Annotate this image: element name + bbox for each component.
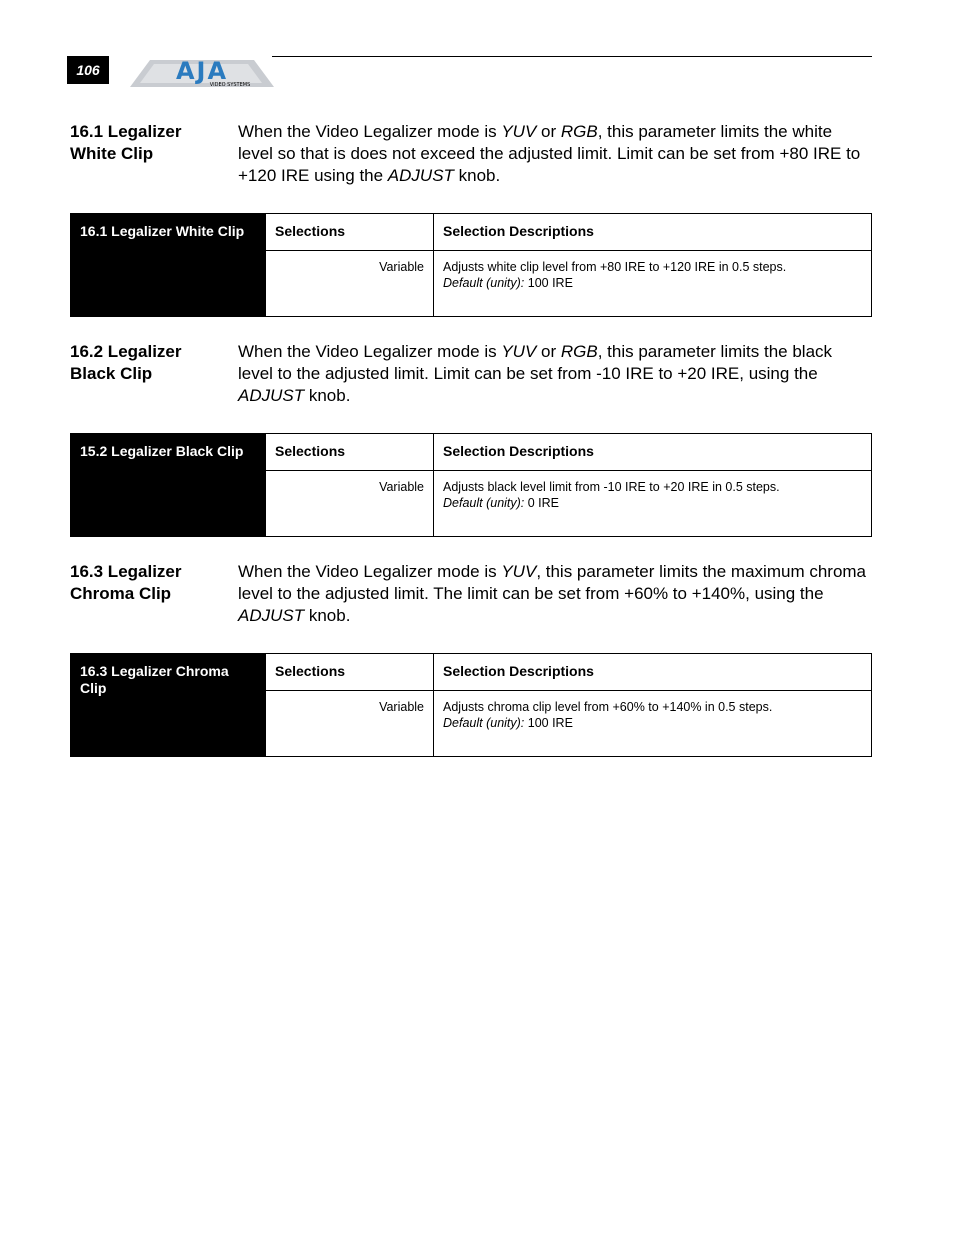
- default-line: [443, 495, 862, 511]
- param-table-white-clip: [70, 213, 872, 317]
- section-body-black-clip: [238, 341, 870, 407]
- emphasis-text: YUV: [501, 562, 537, 581]
- descriptions-header: Selection Descriptions: [434, 214, 871, 251]
- param-table-chroma-clip: [70, 653, 872, 757]
- body-text: knob.: [304, 606, 351, 625]
- default-label: Default (unity):: [443, 496, 525, 510]
- description-text: Adjusts white clip level from +80 IRE to +120 IRE in 0.5 steps.: [443, 260, 787, 274]
- body-text: or: [536, 122, 561, 141]
- emphasis-text: YUV: [501, 342, 537, 361]
- heading-line: 16.1 Legalizer: [70, 122, 182, 141]
- body-text: or: [536, 342, 561, 361]
- logo-text: AJA: [175, 57, 229, 85]
- descriptions-header: Selection Descriptions: [434, 434, 871, 471]
- default-label: Default (unity):: [443, 716, 525, 730]
- section-body-white-clip: [238, 121, 870, 187]
- heading-line: White Clip: [70, 144, 154, 163]
- section-heading-white-clip: [70, 121, 220, 165]
- body-text: knob.: [453, 166, 501, 185]
- header-rule: [272, 56, 872, 57]
- emphasis-text: YUV: [501, 122, 537, 141]
- body-text: When the Video Legalizer mode is: [238, 342, 502, 361]
- selection-value: Variable: [266, 251, 434, 316]
- selection-value: Variable: [266, 691, 434, 756]
- selections-header: Selections: [266, 214, 434, 251]
- section-heading-chroma-clip: [70, 561, 220, 605]
- default-value: 100 IRE: [524, 276, 573, 290]
- param-table-black-clip: [70, 433, 872, 537]
- body-text: When the Video Legalizer mode is: [238, 562, 502, 581]
- logo-subtext: VIDEO SYSTEMS: [209, 82, 251, 88]
- section-body-chroma-clip: [238, 561, 870, 627]
- default-line: [443, 715, 862, 731]
- body-text: When the Video Legalizer mode is: [238, 122, 502, 141]
- selection-description: [434, 471, 871, 536]
- body-text: , this parameter limits the maximum chroma level to the adjusted limit. The limit can be set from +60% to +140%, using the: [238, 562, 867, 603]
- selection-description: [434, 691, 871, 756]
- body-text: knob.: [304, 386, 351, 405]
- emphasis-text: ADJUST: [238, 606, 305, 625]
- table-title: 16.1 Legalizer White Clip: [70, 214, 266, 316]
- selection-description: [434, 251, 871, 316]
- default-label: Default (unity):: [443, 276, 525, 290]
- heading-line: 16.2 Legalizer: [70, 342, 182, 361]
- heading-line: Chroma Clip: [70, 584, 172, 603]
- description-text: Adjusts chroma clip level from +60% to +140% in 0.5 steps.: [443, 700, 773, 714]
- default-value: 100 IRE: [524, 716, 573, 730]
- body-text: , this parameter limits the black level to the adjusted limit. Limit can be set from -10 IRE to +20 IRE, using the: [238, 342, 833, 383]
- emphasis-text: RGB: [560, 122, 598, 141]
- emphasis-text: RGB: [560, 342, 598, 361]
- emphasis-text: ADJUST: [238, 386, 305, 405]
- selections-header: Selections: [266, 654, 434, 691]
- selections-header: Selections: [266, 434, 434, 471]
- default-value: 0 IRE: [524, 496, 560, 510]
- selection-value: Variable: [266, 471, 434, 536]
- table-title: 15.2 Legalizer Black Clip: [70, 434, 266, 536]
- body-text: , this parameter limits the white level so that is does not exceed the adjusted limit. Limit can be set from +80 IRE to +120 IRE using the: [238, 122, 861, 185]
- table-title: 16.3 Legalizer Chroma Clip: [70, 654, 266, 756]
- heading-line: 16.3 Legalizer: [70, 562, 182, 581]
- page-number: 106: [67, 56, 109, 84]
- emphasis-text: ADJUST: [387, 166, 454, 185]
- description-text: Adjusts black level limit from -10 IRE to +20 IRE in 0.5 steps.: [443, 480, 780, 494]
- aja-logo: [130, 54, 274, 88]
- descriptions-header: Selection Descriptions: [434, 654, 871, 691]
- section-heading-black-clip: [70, 341, 220, 385]
- default-line: [443, 275, 862, 291]
- heading-line: Black Clip: [70, 364, 153, 383]
